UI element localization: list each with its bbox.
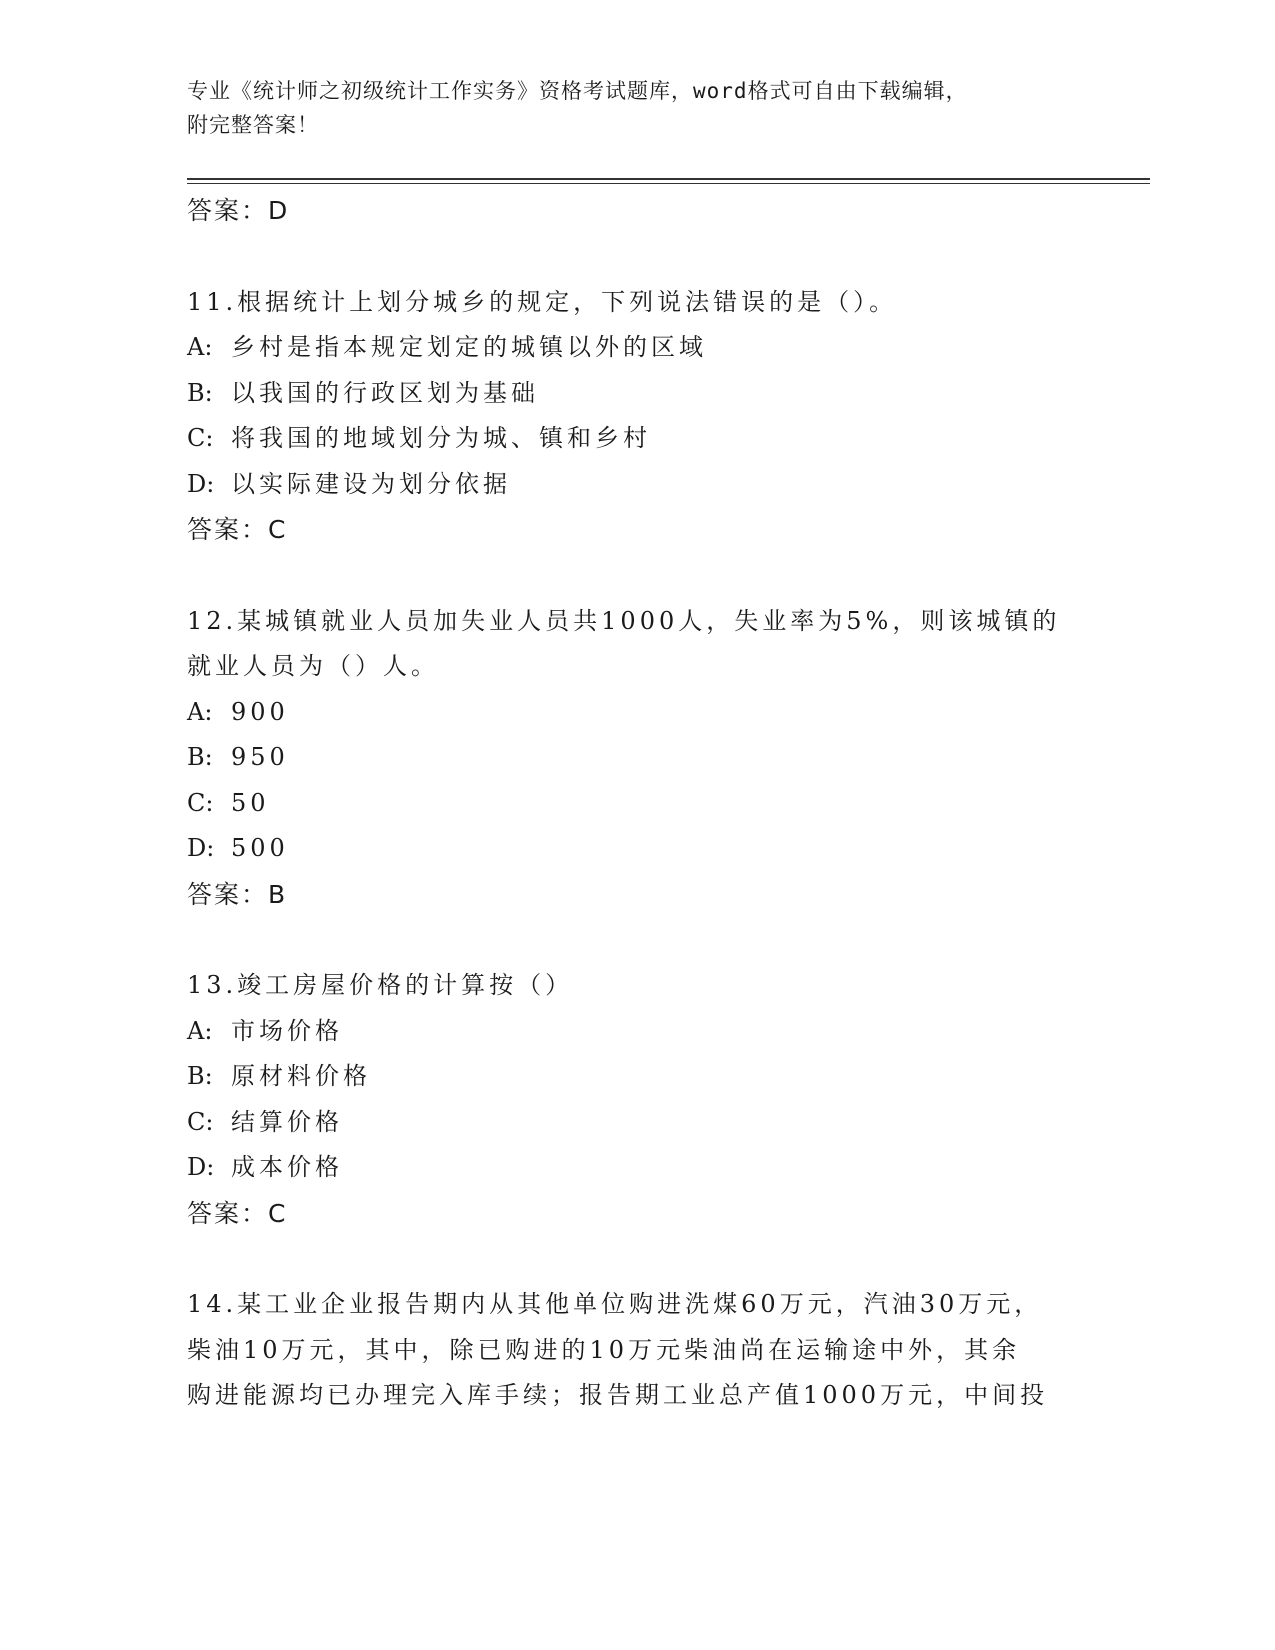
spacer: [187, 917, 1087, 963]
question-11-answer: 答案：C: [187, 515, 288, 544]
question-13-option-a: A: 市场价格: [187, 1016, 343, 1045]
question-11-option-c: C: 将我国的地域划分为城、镇和乡村: [187, 424, 651, 452]
header-line-2: 附完整答案！: [187, 113, 319, 137]
question-12-answer: 答案：B: [187, 879, 288, 909]
header-line-1: 专业《统计师之初级统计工作实务》资格考试题库，word格式可自由下载编辑，: [187, 79, 968, 103]
question-12-option-d: D: 500: [187, 834, 289, 862]
question-12-option-b: B: 950: [187, 743, 289, 771]
question-14-stem-line-1: 14.某工业企业报告期内从其他单位购进洗煤60万元，汽油30万元，: [187, 1290, 1043, 1318]
header-divider-thick: [187, 178, 1150, 180]
question-12-stem-line-2: 就业人员为（）人。: [187, 652, 439, 680]
previous-answer: 答案：D: [187, 196, 290, 225]
question-12: [187, 599, 1087, 918]
question-11-option-b: B: 以我国的行政区划为基础: [187, 378, 539, 407]
spacer: [187, 234, 1087, 280]
question-13-option-d: D: 成本价格: [187, 1153, 343, 1181]
question-13: [187, 963, 1087, 1236]
question-13-answer: 答案：C: [187, 1198, 288, 1228]
question-12-option-c: C: 50: [187, 788, 270, 817]
question-12-option-a: A: 900: [187, 697, 289, 726]
question-14-stem-line-3: 购进能源均已办理完入库手续；报告期工业总产值1000万元，中间投: [187, 1381, 1049, 1409]
question-14-stem-line-2: 柴油10万元，其中，除已购进的10万元柴油尚在运输途中外，其余: [187, 1335, 1021, 1364]
question-13-option-b: B: 原材料价格: [187, 1062, 371, 1090]
question-11-option-a: A: 乡村是指本规定划定的城镇以外的区域: [187, 333, 707, 361]
question-14: [187, 1282, 1087, 1419]
question-12-stem-line-1: 12.某城镇就业人员加失业人员共1000人，失业率为5%，则该城镇的: [187, 606, 1061, 635]
question-11-stem: 11.根据统计上划分城乡的规定，下列说法错误的是（）。: [187, 287, 898, 316]
spacer: [187, 1236, 1087, 1282]
spacer: [187, 553, 1087, 599]
question-list: [187, 188, 1087, 1419]
header-divider-thin: [187, 183, 1150, 184]
question-11: [187, 280, 1087, 553]
question-11-option-d: D: 以实际建设为划分依据: [187, 469, 511, 498]
question-13-stem: 13.竣工房屋价格的计算按（）: [187, 971, 574, 999]
question-13-option-c: C: 结算价格: [187, 1107, 343, 1136]
document-header: [187, 74, 1067, 142]
